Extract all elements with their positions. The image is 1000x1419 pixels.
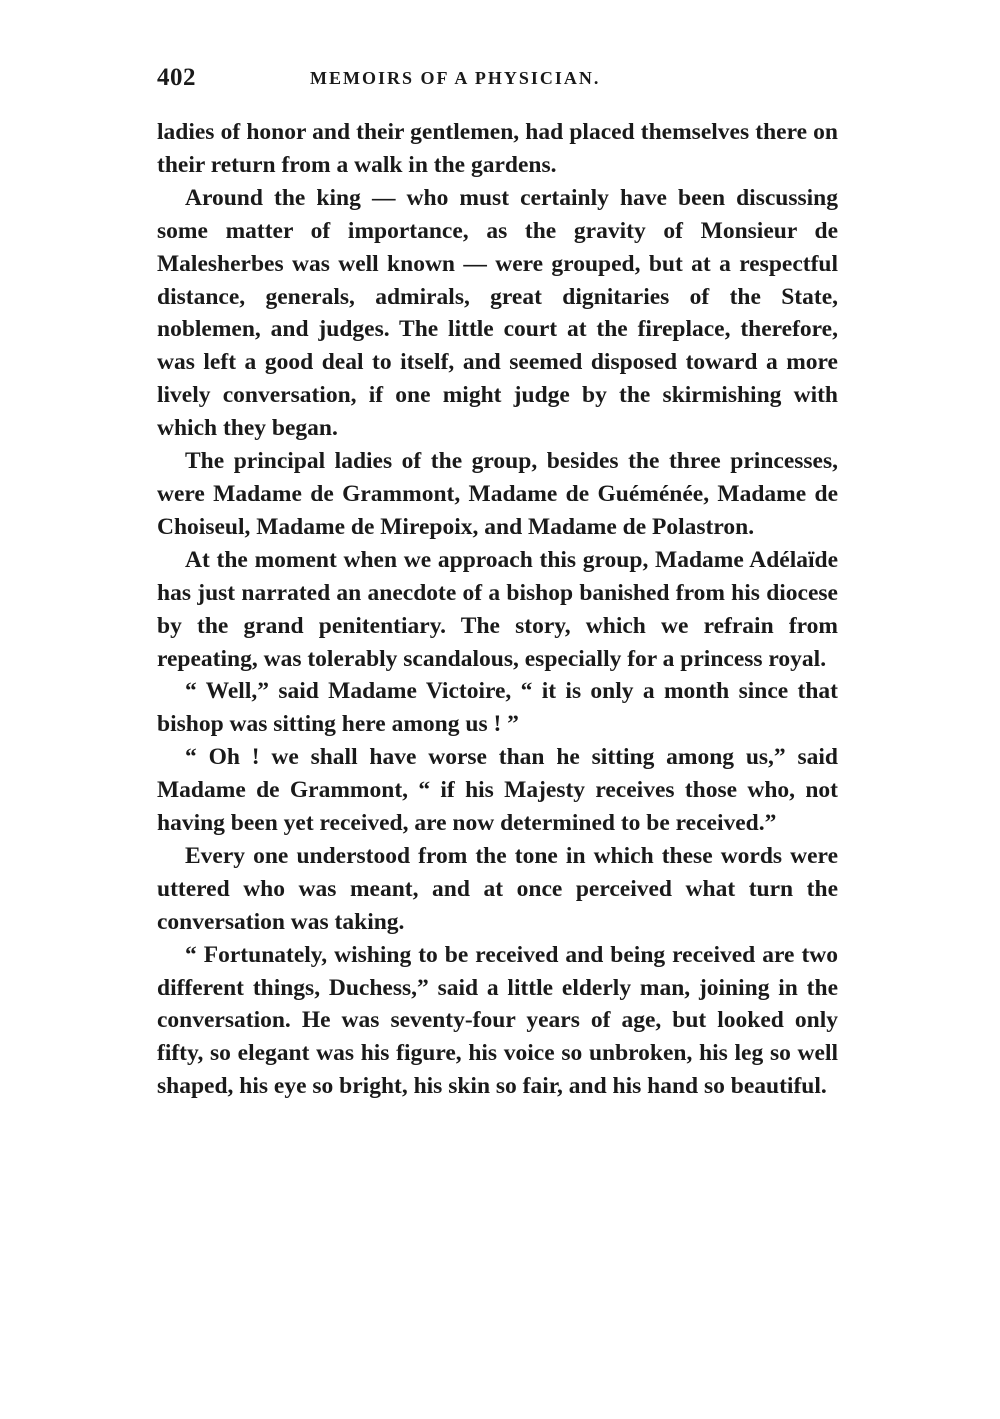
- page-number: 402: [157, 64, 196, 91]
- paragraph: Around the king — who must certainly have been discussing some matter of importance, as the gravity of Monsieur de Malesherbes was well known — were grouped, but at a respectful distance, generals, admirals, great dignitaries of the State, noblemen, and judges. The little court at the fireplace, therefore, was left a good deal to itself, and seemed disposed toward a more lively conversation, if one might judge by the skirmishing with which they began.: [157, 184, 838, 442]
- paragraph-continued: ladies of honor and their gentlemen, had placed themselves there on their return from a walk in the gardens.: [157, 119, 838, 178]
- paragraph: “ Well,” said Madame Victoire, “ it is only a month since that bishop was sitting here among us ! ”: [157, 678, 838, 738]
- paragraph: “ Oh ! we shall have worse than he sitting among us,” said Madame de Grammont, “ if his Majesty receives those who, not having been yet received, are now determined to be received.”: [157, 744, 838, 837]
- paragraph: Every one understood from the tone in which these words were uttered who was meant, and at once perceived what turn the conversation was taking.: [157, 842, 838, 935]
- running-header: [157, 64, 838, 104]
- running-title: MEMOIRS OF A PHYSICIAN.: [310, 68, 601, 88]
- paragraph: At the moment when we approach this group, Madame Adélaïde has just narrated an anecdote of a bishop banished from his diocese by the grand penitentiary. The story, which we refrain from repeating, was tolerably scandalous, especially for a princess royal.: [157, 546, 838, 672]
- paragraph: The principal ladies of the group, besides the three princesses, were Madame de Grammont, Madame de Guéménée, Madame de Choiseul, Madame de Mirepoix, and Madame de Polastron.: [157, 448, 838, 540]
- paragraph: “ Fortunately, wishing to be received and being received are two different things, Duchess,” said a little elderly man, joining in the conversation. He was seventy-four years of age, but looked only fifty, so elegant was his figure, his voice so unbroken, his leg so well shaped, his eye so bright, his skin so fair, and his hand so beautiful.: [157, 941, 838, 1100]
- body-text: [157, 116, 838, 1103]
